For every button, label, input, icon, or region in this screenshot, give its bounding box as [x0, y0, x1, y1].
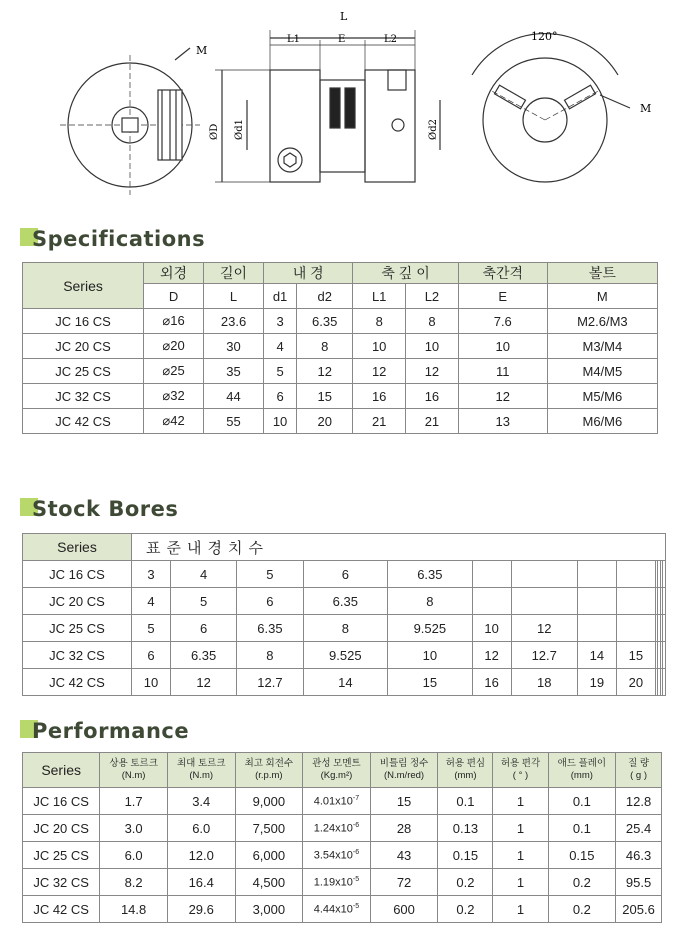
table-cell: 95.5 [616, 869, 662, 896]
table-cell: JC 20 CS [23, 334, 144, 359]
table-cell: 6.35 [170, 642, 236, 669]
table-cell: 600 [370, 896, 438, 923]
table-cell: 43 [370, 842, 438, 869]
perf-header-series: Series [23, 753, 100, 788]
table-cell: 21 [406, 409, 459, 434]
table-row [23, 384, 658, 409]
table-cell: 0.2 [438, 896, 493, 923]
table-cell [472, 561, 511, 588]
table-cell: JC 16 CS [23, 561, 132, 588]
table-cell: 10 [472, 615, 511, 642]
table-cell: 0.2 [438, 869, 493, 896]
table-cell: ⌀16 [144, 309, 204, 334]
label-m-right: M [640, 102, 652, 115]
table-cell: ⌀25 [144, 359, 204, 384]
table-cell: $1.19x10^{-5}$ [303, 869, 371, 896]
table-cell: 13 [458, 409, 547, 434]
table-cell: 25.4 [616, 815, 662, 842]
table-cell: 35 [204, 359, 264, 384]
table-row [23, 409, 658, 434]
table-cell: $4.01x10^{-7}$ [303, 788, 371, 815]
table-cell: 12 [406, 359, 459, 384]
table-cell: JC 20 CS [23, 815, 100, 842]
table-cell: 16 [472, 669, 511, 696]
table-cell: 5 [132, 615, 171, 642]
label-phi-d1: Ød1 [234, 119, 245, 140]
table-cell: 3.4 [167, 788, 235, 815]
table-cell [663, 642, 666, 669]
table-cell: 5 [264, 359, 297, 384]
performance-table [22, 752, 662, 923]
spec-header-length: 길이 [204, 263, 264, 284]
table-cell: 4 [264, 334, 297, 359]
table-cell: 0.15 [548, 842, 616, 869]
perf-header-mass: 질 량 ( g ) [616, 753, 662, 788]
table-cell: 72 [370, 869, 438, 896]
table-cell: 0.15 [438, 842, 493, 869]
stock-bores-title: Stock Bores [20, 496, 166, 522]
table-cell: 0.1 [438, 788, 493, 815]
perf-header-offset: 허용 편심 (mm) [438, 753, 493, 788]
table-row [23, 815, 662, 842]
table-cell: 15 [370, 788, 438, 815]
table-cell: $4.44x10^{-5}$ [303, 896, 371, 923]
table-row [23, 534, 666, 561]
table-cell: 12 [511, 615, 577, 642]
spec-header-l2: L2 [406, 284, 459, 309]
table-cell: 0.13 [438, 815, 493, 842]
specifications-title: Specifications [20, 226, 193, 252]
table-cell: M6/M6 [547, 409, 657, 434]
spec-header-l1: L1 [353, 284, 406, 309]
table-row [23, 561, 666, 588]
table-cell: 10 [388, 642, 473, 669]
table-cell: 23.6 [204, 309, 264, 334]
perf-header-inertia: 관성 모멘트 (Kg.m²) [303, 753, 371, 788]
table-cell: JC 32 CS [23, 642, 132, 669]
label-l: L [340, 10, 348, 23]
table-cell: 15 [297, 384, 353, 409]
table-cell: 8 [388, 588, 473, 615]
table-cell: JC 25 CS [23, 615, 132, 642]
table-cell: 15 [388, 669, 473, 696]
table-cell: 8 [353, 309, 406, 334]
table-cell [663, 588, 666, 615]
table-cell: 20 [297, 409, 353, 434]
table-row [23, 642, 666, 669]
table-row [23, 615, 666, 642]
table-cell: 16 [406, 384, 459, 409]
table-cell: 6,000 [235, 842, 303, 869]
table-row [23, 842, 662, 869]
label-angle: 120° [531, 30, 558, 43]
table-cell: 10 [406, 334, 459, 359]
table-cell: JC 25 CS [23, 359, 144, 384]
table-cell: ⌀42 [144, 409, 204, 434]
table-cell: 205.6 [616, 896, 662, 923]
table-cell: 5 [170, 588, 236, 615]
table-cell: 1.7 [100, 788, 168, 815]
table-cell: $1.24x10^{-6}$ [303, 815, 371, 842]
table-cell: 12.8 [616, 788, 662, 815]
table-cell: JC 16 CS [23, 788, 100, 815]
table-cell: JC 42 CS [23, 409, 144, 434]
table-cell: JC 16 CS [23, 309, 144, 334]
table-cell: 8 [297, 334, 353, 359]
table-cell: 7.6 [458, 309, 547, 334]
spec-header-d2: d2 [297, 284, 353, 309]
table-cell: 14 [577, 642, 616, 669]
table-cell [616, 615, 655, 642]
table-cell: 6.0 [100, 842, 168, 869]
stock-header-series: Series [23, 534, 132, 561]
spec-header-d1: d1 [264, 284, 297, 309]
spec-header-e-sym: E [458, 284, 547, 309]
table-cell [663, 615, 666, 642]
spec-header-m-sym: M [547, 284, 657, 309]
table-cell: 1 [493, 788, 548, 815]
table-cell: 0.1 [548, 815, 616, 842]
spec-header-bolt: 볼트 [547, 263, 657, 284]
table-cell [511, 588, 577, 615]
label-m-left: M [196, 44, 208, 57]
table-cell: 12 [472, 642, 511, 669]
table-cell [577, 561, 616, 588]
table-cell: 4 [132, 588, 171, 615]
table-row [23, 263, 658, 284]
table-cell: 6.35 [303, 588, 388, 615]
perf-header-rpm: 최고 회전수 (r.p.m) [235, 753, 303, 788]
table-row [23, 669, 666, 696]
table-cell: 8 [303, 615, 388, 642]
table-cell: 14 [303, 669, 388, 696]
stock-bores-table [22, 533, 666, 696]
table-cell: 10 [458, 334, 547, 359]
spec-header-gap: 축간격 [458, 263, 547, 284]
table-cell: JC 32 CS [23, 384, 144, 409]
table-cell: 12 [458, 384, 547, 409]
spec-header-d-sym: D [144, 284, 204, 309]
table-cell: JC 32 CS [23, 869, 100, 896]
table-cell: 10 [353, 334, 406, 359]
table-cell: ⌀20 [144, 334, 204, 359]
table-cell: 10 [132, 669, 171, 696]
table-cell: JC 42 CS [23, 669, 132, 696]
table-cell: 3 [264, 309, 297, 334]
table-cell: 10 [264, 409, 297, 434]
table-cell: 8.2 [100, 869, 168, 896]
spec-header-bore: 내 경 [264, 263, 353, 284]
coupling-drawing [0, 0, 676, 215]
table-cell: 3 [132, 561, 171, 588]
table-cell [472, 588, 511, 615]
perf-header-max: 최대 토르크 (N.m) [167, 753, 235, 788]
table-cell: 16.4 [167, 869, 235, 896]
table-cell: 18 [511, 669, 577, 696]
table-cell: 14.8 [100, 896, 168, 923]
table-cell: 15 [616, 642, 655, 669]
spec-header-diameter: 외경 [144, 263, 204, 284]
perf-header-angle: 허용 편각 ( ° ) [493, 753, 548, 788]
perf-header-stiffness: 비틀림 정수 (N.m/red) [370, 753, 438, 788]
table-cell: 12 [353, 359, 406, 384]
stock-header-title: 표준내경치수 [132, 534, 666, 561]
table-cell: 28 [370, 815, 438, 842]
table-cell: 12.7 [511, 642, 577, 669]
table-cell: 12.0 [167, 842, 235, 869]
table-cell: 46.3 [616, 842, 662, 869]
table-cell: JC 25 CS [23, 842, 100, 869]
side-view [215, 30, 440, 182]
table-cell: M5/M6 [547, 384, 657, 409]
table-cell: 3.0 [100, 815, 168, 842]
table-cell: 12.7 [237, 669, 303, 696]
label-e: E [338, 34, 346, 45]
table-cell: 11 [458, 359, 547, 384]
right-end-view [472, 34, 630, 182]
table-row [23, 869, 662, 896]
performance-title: Performance [20, 718, 177, 744]
table-cell: 16 [353, 384, 406, 409]
table-cell: 6 [237, 588, 303, 615]
table-cell: 4 [170, 561, 236, 588]
table-cell: 19 [577, 669, 616, 696]
table-cell [663, 669, 666, 696]
specifications-table [22, 262, 658, 434]
table-cell: 6.35 [297, 309, 353, 334]
table-cell: 1 [493, 815, 548, 842]
table-cell: 21 [353, 409, 406, 434]
table-cell: 6 [132, 642, 171, 669]
table-cell: 5 [237, 561, 303, 588]
table-cell: 4,500 [235, 869, 303, 896]
table-cell: 1 [493, 869, 548, 896]
table-cell: 9.525 [303, 642, 388, 669]
table-cell [577, 615, 616, 642]
table-cell: JC 20 CS [23, 588, 132, 615]
spec-header-l-sym: L [204, 284, 264, 309]
table-row [23, 896, 662, 923]
table-cell [616, 588, 655, 615]
table-cell: 12 [297, 359, 353, 384]
table-cell: ⌀32 [144, 384, 204, 409]
table-cell: 9.525 [388, 615, 473, 642]
table-cell [616, 561, 655, 588]
perf-header-rated: 상용 토르크 (N.m) [100, 753, 168, 788]
label-l2: L2 [384, 34, 398, 45]
label-l1: L1 [287, 34, 301, 45]
table-row [23, 309, 658, 334]
table-cell: 1 [493, 842, 548, 869]
table-cell: 6.35 [388, 561, 473, 588]
perf-header-endplay: 애드 플레이 (mm) [548, 753, 616, 788]
table-cell: 55 [204, 409, 264, 434]
table-cell: M3/M4 [547, 334, 657, 359]
table-cell: 8 [406, 309, 459, 334]
table-row [23, 588, 666, 615]
left-end-view [60, 48, 200, 195]
table-row [23, 753, 662, 788]
table-cell: 6.0 [167, 815, 235, 842]
table-cell: 0.1 [548, 788, 616, 815]
table-cell: JC 42 CS [23, 896, 100, 923]
table-cell: 0.2 [548, 896, 616, 923]
table-cell: 9,000 [235, 788, 303, 815]
table-cell: 1 [493, 896, 548, 923]
table-cell: 6 [264, 384, 297, 409]
table-row [23, 334, 658, 359]
spec-header-depth: 축 깊 이 [353, 263, 459, 284]
label-phi-d: ØD [209, 123, 220, 140]
table-cell: 44 [204, 384, 264, 409]
table-cell [577, 588, 616, 615]
table-cell: 20 [616, 669, 655, 696]
table-cell: 6 [170, 615, 236, 642]
table-cell: 3,000 [235, 896, 303, 923]
table-cell: 6.35 [237, 615, 303, 642]
label-phi-d2: Ød2 [428, 119, 439, 140]
table-cell [511, 561, 577, 588]
table-cell: 0.2 [548, 869, 616, 896]
table-cell: 8 [237, 642, 303, 669]
table-cell: 30 [204, 334, 264, 359]
table-cell: M2.6/M3 [547, 309, 657, 334]
table-row [23, 359, 658, 384]
table-cell: 12 [170, 669, 236, 696]
spec-header-series: Series [23, 263, 144, 309]
table-cell [663, 561, 666, 588]
table-cell: M4/M5 [547, 359, 657, 384]
table-cell: 29.6 [167, 896, 235, 923]
table-cell: 7,500 [235, 815, 303, 842]
table-cell: 6 [303, 561, 388, 588]
table-row [23, 788, 662, 815]
table-cell: $3.54x10^{-6}$ [303, 842, 371, 869]
